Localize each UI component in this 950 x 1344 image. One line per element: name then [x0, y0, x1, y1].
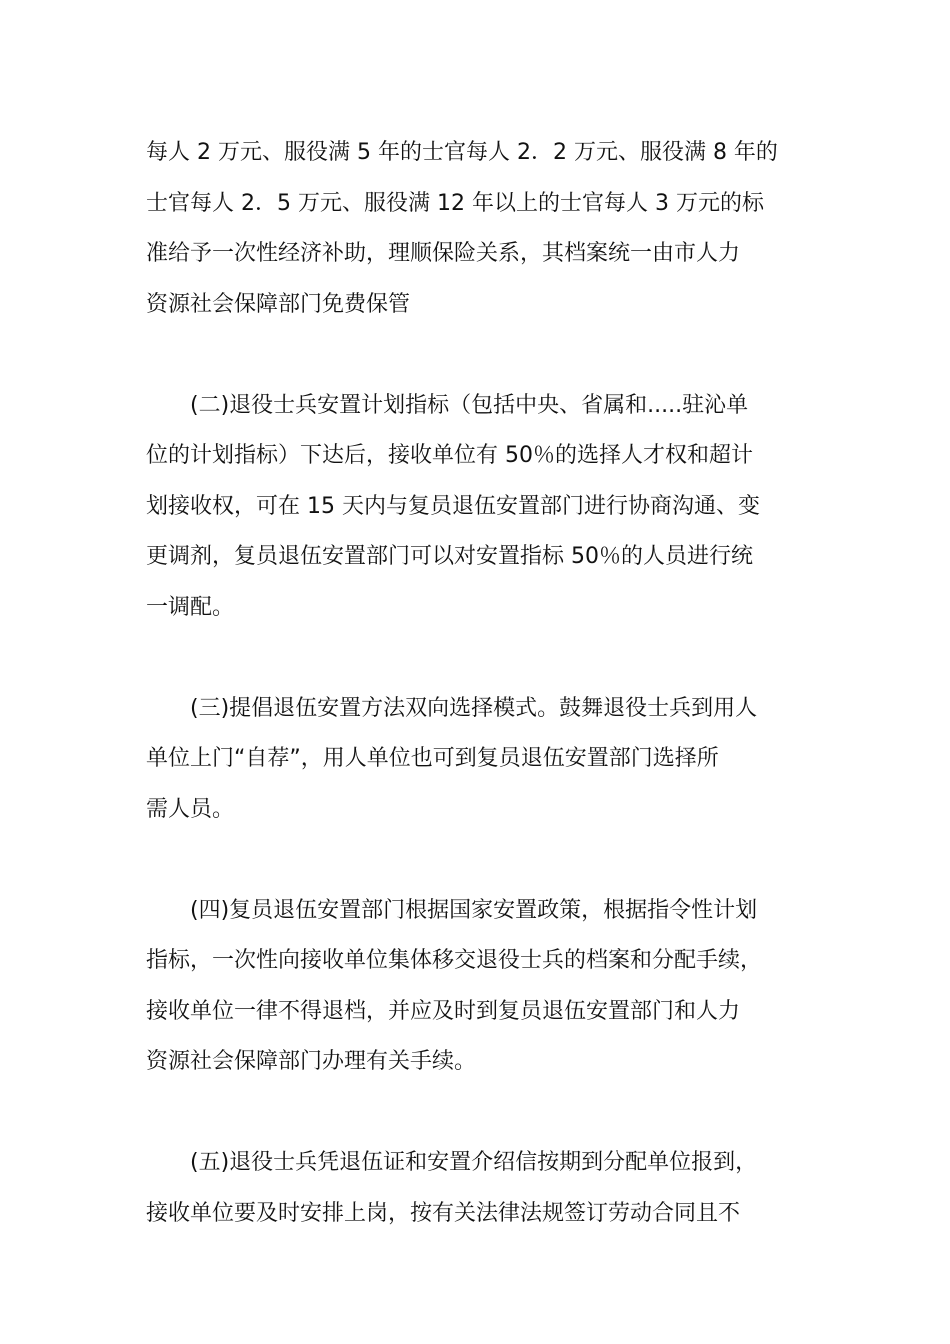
paragraph-item-4: (四)复员退伍安置部门根据国家安置政策，根据指令性计划 指标，一次性向接收单位集体移交退役士兵的档案和分配手续， 接收单位一律不得退档，并应及时到复员退伍安置部门和人力 资源社会保障部门办理有关手续。 — [146, 897, 763, 1074]
paragraph-spacer — [146, 1088, 811, 1139]
paragraph-subsidy-standard: 每人 2 万元、服役满 5 年的士官每人 2．2 万元、服役满 8 年的 士官每人 2．5 万元、服役满 12 年以上的士官每人 3 万元的标 准给予一次性经济补助，理顺保险关系，其档案统一由市人力 资源社会保障部门免费保管 — [146, 140, 778, 317]
document-body — [146, 128, 811, 1239]
paragraph-spacer — [146, 633, 811, 684]
paragraph-item-5: (五)退役士兵凭退伍证和安置介绍信按期到分配单位报到， 接收单位要及时安排上岗，按有关法律法规签订劳动合同且不 — [146, 1150, 758, 1226]
paragraph-spacer — [146, 835, 811, 886]
paragraph-spacer — [146, 330, 811, 381]
paragraph-item-3: (三)提倡退伍安置方法双向选择模式。鼓舞退役士兵到用人 单位上门“自荐”，用人单位也可到复员退伍安置部门选择所 需人员。 — [146, 695, 758, 822]
paragraph-item-2: (二)退役士兵安置计划指标（包括中央、省属和.....驻沁单 位的计划指标）下达后，接收单位有 50％的选择人才权和超计 划接收权，可在 15 天内与复员退伍安置部门进行协商沟通、变 更调剂，复员退伍安置部门可以对安置指标 50％的人员进行统 一调配。 — [146, 392, 760, 620]
